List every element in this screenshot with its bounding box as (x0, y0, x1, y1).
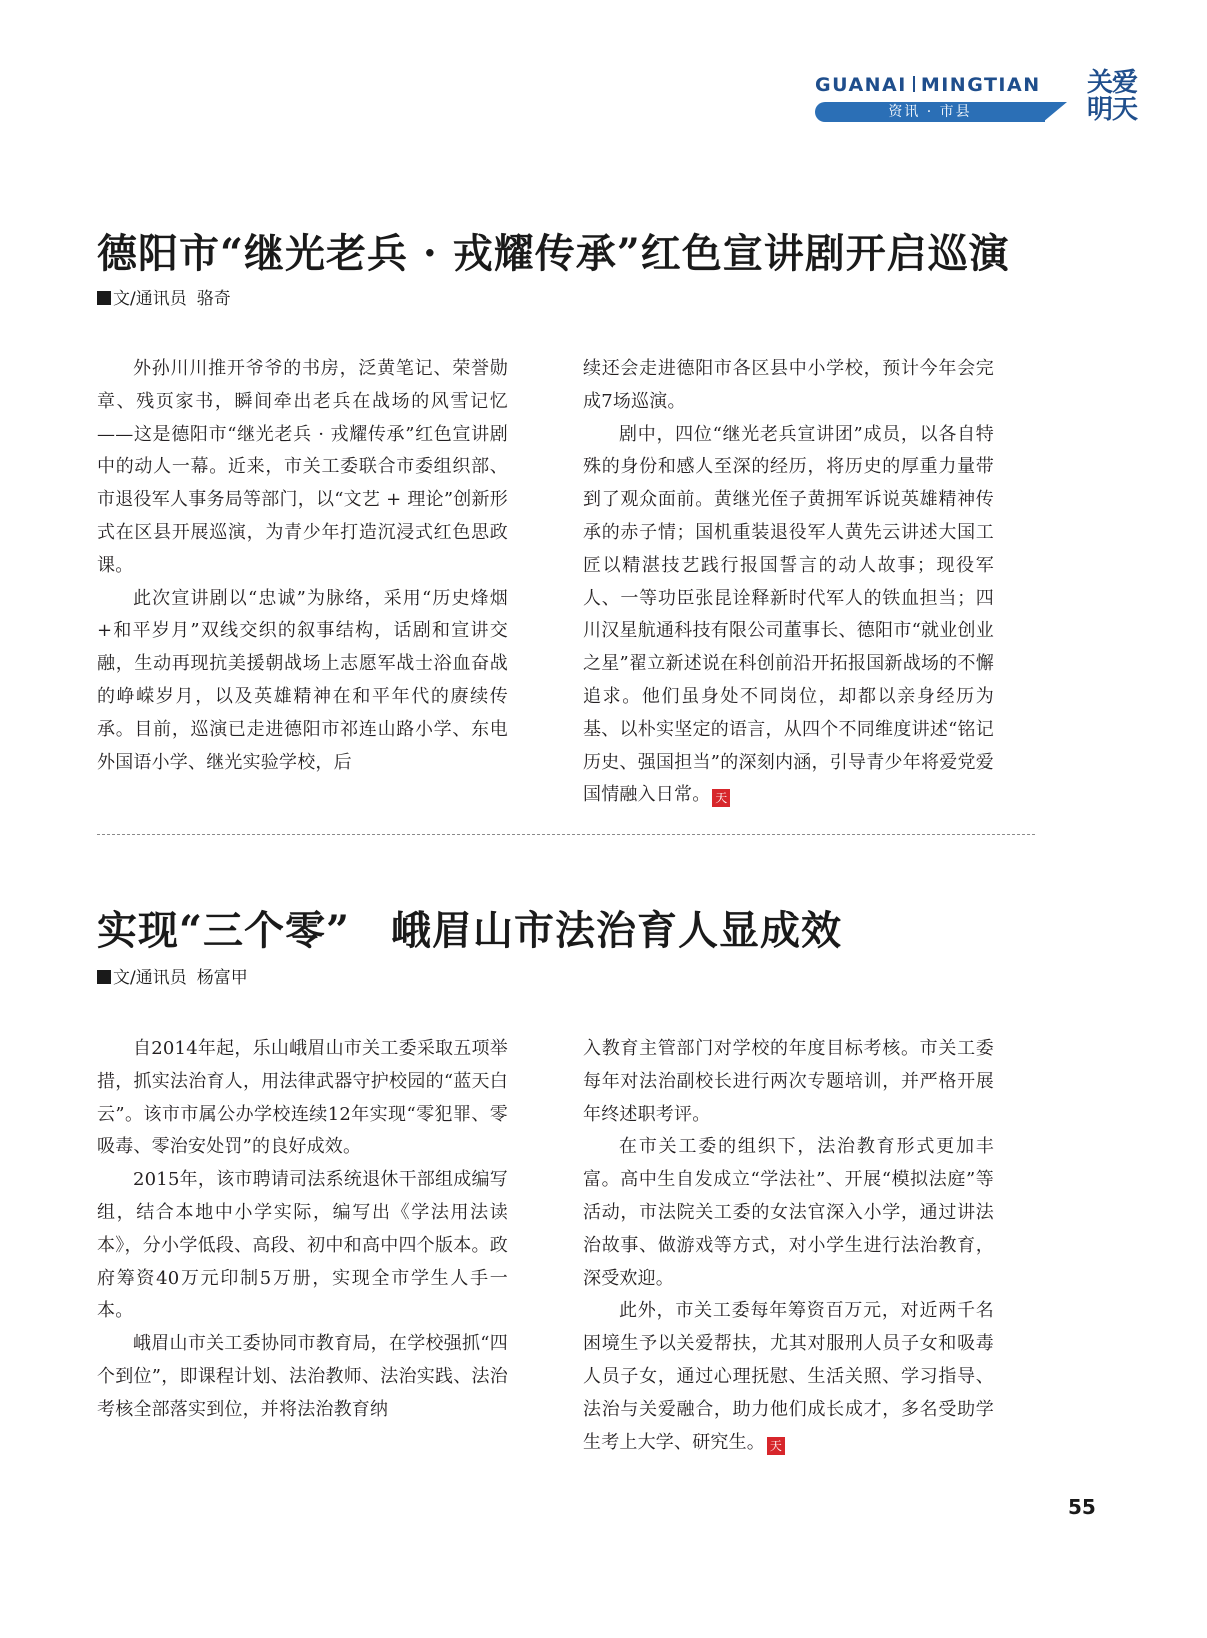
article-2-right-column (583, 1033, 994, 1459)
magazine-logo (1087, 70, 1147, 124)
logo-line-1: 关爱 (1087, 68, 1138, 98)
article-2-byline (97, 963, 248, 988)
end-mark-icon: 天 (767, 1437, 785, 1455)
paragraph-last (583, 419, 994, 813)
paragraph: 外孙川川推开爷爷的书房，泛黄笔记、荣誉勋章、残页家书，瞬间牵出老兵在战场的风雪记忆——这是德阳市“继光老兵 · 戎耀传承”红色宣讲剧中的动人一幕。近来，市关工委联合市委组织部、市退役军人事务局等部门，以“文艺 + 理论”创新形式在区县开展巡演，为青少年打造沉浸式红色思政课。 (97, 358, 508, 576)
paragraph-last (583, 1295, 994, 1459)
paragraph-text: 此外，市关工委每年筹资百万元，对近两千名困境生予以关爱帮扶，尤其对服刑人员子女和吸毒人员子女，通过心理抚慰、生活关照、学习指导、法治与关爱融合，助力他们成长成才，多名受助学生考上大学、研究生。 (583, 1300, 994, 1453)
brand-separator (913, 76, 915, 92)
article-1-byline (97, 284, 231, 309)
byline-square-icon (97, 291, 111, 305)
article-divider (97, 834, 1035, 835)
paragraph: 2015年，该市聘请司法系统退休干部组成编写组，结合本地中小学实际，编写出《学法用法读本》，分小学低段、高段、初中和高中四个版本。政府筹资40万元印制5万册，实现全市学生人手一本。 (97, 1169, 508, 1322)
article-2-left-column (97, 1033, 508, 1427)
brand-left: GUANAI (815, 74, 907, 96)
article-1-right-column (583, 353, 994, 812)
paragraph: 峨眉山市关工委协同市教育局，在学校强抓“四个到位”，即课程计划、法治教师、法治实践、法治考核全部落实到位，并将法治教育纳 (97, 1333, 508, 1420)
page-number: 55 (1068, 1495, 1096, 1519)
paragraph: 此次宣讲剧以“忠诚”为脉络，采用“历史烽烟+和平岁月”双线交织的叙事结构，话剧和宣讲交融，生动再现抗美援朝战场上志愿军战士浴血奋战的峥嵘岁月，以及英雄精神在和平年代的赓续传承。目前，巡演已走进德阳市祁连山路小学、东电外国语小学、继光实验学校，后 (97, 587, 508, 773)
end-mark-icon: 天 (712, 789, 730, 807)
article-1-left-column (97, 353, 508, 779)
paragraph-text: 剧中，四位“继光老兵宣讲团”成员，以各自特殊的身份和感人至深的经历，将历史的厚重力量带到了观众面前。黄继光侄子黄拥军诉说英雄精神传承的赤子情；国机重装退役军人黄先云讲述大国工匠以精湛技艺践行报国誓言的动人故事；现役军人、一等功臣张昆诠释新时代军人的铁血担当；四川汉星航通科技有限公司董事长、德阳市“就业创业之星”翟立新述说在科创前沿开拓报国新战场的不懈追求。他们虽身处不同岗位，却都以亲身经历为基、以朴实坚定的语言，从四个不同维度讲述“铭记历史、强国担当”的深刻内涵，引导青少年将爱党爱国情融入日常。 (583, 423, 994, 806)
paragraph: 在市关工委的组织下，法治教育形式更加丰富。高中生自发成立“学法社”、开展“模拟法庭”等活动，市法院关工委的女法官深入小学，通过讲法治故事、做游戏等方式，对小学生进行法治教育，深受欢迎。 (583, 1136, 994, 1289)
masthead-brand (815, 74, 1070, 96)
byline-name: 杨富甲 (196, 968, 248, 988)
paragraph: 自2014年起，乐山峨眉山市关工委采取五项举措，抓实法治育人，用法律武器守护校园的“蓝天白云”。该市市属公办学校连续12年实现“零犯罪、零吸毒、零治安处罚”的良好成效。 (97, 1038, 508, 1158)
brand-right: MINGTIAN (920, 74, 1041, 96)
article-2-title: 实现“三个零” 峨眉山市法治育人显成效 (97, 907, 843, 954)
paragraph-continuation: 入教育主管部门对学校的年度目标考核。市关工委每年对法治副校长进行两次专题培训，并严格开展年终述职考评。 (583, 1038, 994, 1125)
masthead (815, 70, 1160, 130)
paragraph-continuation: 续还会走进德阳市各区县中小学校，预计今年会完成7场巡演。 (583, 358, 994, 412)
byline-square-icon (97, 970, 111, 984)
logo-line-2: 明天 (1087, 95, 1138, 125)
byline-name: 骆奇 (196, 289, 231, 309)
article-1-title: 德阳市“继光老兵 · 戎耀传承”红色宣讲剧开启巡演 (97, 230, 1010, 277)
section-label: 资讯 · 市县 (888, 104, 972, 120)
byline-role: 文/通讯员 (113, 289, 187, 309)
byline-role: 文/通讯员 (113, 968, 187, 988)
section-banner-tail (1043, 102, 1067, 122)
